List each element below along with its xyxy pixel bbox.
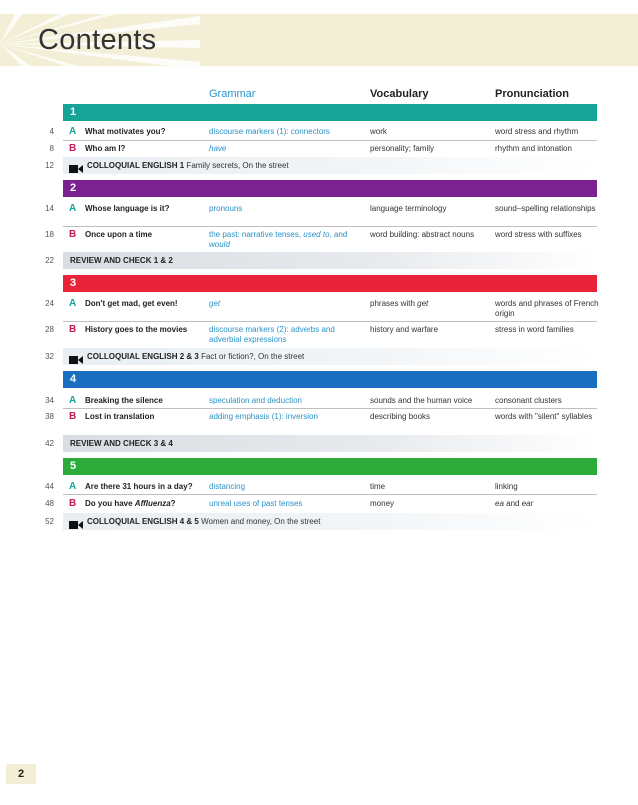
row-divider <box>63 321 597 322</box>
vocabulary-cell: work <box>370 127 387 136</box>
grammar-italic: get <box>209 299 221 308</box>
lesson-letter: B <box>69 411 77 422</box>
unit-5-bar <box>63 458 597 475</box>
pronunciation-cell: sound–spelling relationships <box>495 204 596 213</box>
grammar-italic: would <box>209 240 230 249</box>
special-label: REVIEW AND CHECK 3 & 4 <box>70 439 173 448</box>
grammar-italic: have <box>209 144 227 153</box>
unit-4-bar <box>63 371 597 388</box>
grammar-cell <box>209 299 359 309</box>
lesson-title: Lost in translation <box>85 412 155 421</box>
grammar-cell: unreal uses of past tenses <box>209 499 303 508</box>
row-divider <box>63 226 597 227</box>
row-divider <box>63 408 597 409</box>
special-label: COLLOQUIAL ENGLISH 2 & 3 <box>87 352 199 361</box>
row-divider <box>63 494 597 495</box>
footer-page-number: 2 <box>6 764 36 784</box>
grammar-cell <box>209 230 359 250</box>
pron-italic: ea <box>495 499 504 508</box>
unit-number: 4 <box>70 373 77 385</box>
colloquial-english-row-2-3[interactable] <box>63 348 597 365</box>
vocabulary-cell: time <box>370 482 386 491</box>
unit-2-bar <box>63 180 597 197</box>
vocabulary-cell: personality; family <box>370 144 435 153</box>
pronunciation-cell: words and phrases of French origin <box>495 299 599 318</box>
review-and-check-row-3-4[interactable] <box>63 435 597 452</box>
unit-number: 2 <box>70 182 77 194</box>
grammar-cell: discourse markers (1): connectors <box>209 127 330 136</box>
page-number: 18 <box>45 230 54 239</box>
vocabulary-cell: language terminology <box>370 204 447 213</box>
special-label: COLLOQUIAL ENGLISH 4 & 5 <box>87 517 199 526</box>
vocabulary-cell: describing books <box>370 412 431 421</box>
column-header-grammar: Grammar <box>209 88 256 100</box>
pronunciation-cell: word stress with suffixes <box>495 230 582 239</box>
grammar-cell: discourse markers (2): adverbs and adverbial expressions <box>209 325 335 344</box>
lesson-letter: A <box>69 126 77 137</box>
title-text: ? <box>170 499 176 508</box>
unit-number: 1 <box>70 106 77 118</box>
lesson-title: Once upon a time <box>85 230 153 239</box>
lesson-letter: A <box>69 395 77 406</box>
lesson-title: What motivates you? <box>85 127 166 136</box>
vocabulary-cell: money <box>370 499 395 508</box>
pronunciation-cell <box>495 499 599 509</box>
lesson-letter: B <box>69 498 77 509</box>
unit-1-bar <box>63 104 597 121</box>
grammar-cell: distancing <box>209 482 246 491</box>
page-number: 24 <box>45 299 54 308</box>
special-text: Women and money, On the street <box>198 517 321 526</box>
pronunciation-cell: words with "silent" syllables <box>495 412 593 421</box>
video-camera-icon <box>69 162 83 179</box>
grammar-italic: used to, <box>303 230 332 239</box>
grammar-cell: adding emphasis (1): inversion <box>209 412 318 421</box>
pron-italic: ear <box>521 499 534 508</box>
title-text: Do you have <box>85 499 135 508</box>
page-number: 14 <box>45 204 54 213</box>
special-text: Fact or fiction?, On the street <box>198 352 305 361</box>
page-number: 44 <box>45 482 54 491</box>
lesson-letter: B <box>69 229 77 240</box>
page-number: 42 <box>45 439 54 448</box>
lesson-title: Breaking the silence <box>85 396 163 405</box>
pronunciation-cell: consonant clusters <box>495 396 562 405</box>
page-number: 28 <box>45 325 54 334</box>
lesson-title: Are there 31 hours in a day? <box>85 482 193 491</box>
page-title: Contents <box>38 24 157 56</box>
pronunciation-cell: rhythm and intonation <box>495 144 572 153</box>
page-number: 38 <box>45 412 54 421</box>
grammar-cell: pronouns <box>209 204 243 213</box>
pronunciation-cell: linking <box>495 482 518 491</box>
page-number: 48 <box>45 499 54 508</box>
vocabulary-cell: history and warfare <box>370 325 439 334</box>
column-header-vocabulary: Vocabulary <box>370 88 429 100</box>
vocabulary-cell: sounds and the human voice <box>370 396 473 405</box>
unit-3-bar <box>63 275 597 292</box>
grammar-text: the past: narrative tenses, <box>209 230 304 239</box>
colloquial-english-row-4-5[interactable] <box>63 513 597 530</box>
special-label: COLLOQUIAL ENGLISH 1 <box>87 161 185 170</box>
page-number: 32 <box>45 352 54 361</box>
special-label: REVIEW AND CHECK 1 & 2 <box>70 256 173 265</box>
lesson-letter: A <box>69 203 77 214</box>
lesson-title: Who am I? <box>85 144 126 153</box>
grammar-cell <box>209 144 359 154</box>
grammar-cell: speculation and deduction <box>209 396 302 405</box>
special-text: Family secrets, On the street <box>184 161 289 170</box>
page-number: 22 <box>45 256 54 265</box>
colloquial-english-row-1[interactable] <box>63 157 597 174</box>
lesson-letter: A <box>69 298 77 309</box>
page-number: 34 <box>45 396 54 405</box>
pron-text: and <box>503 499 522 508</box>
lesson-title: History goes to the movies <box>85 325 188 334</box>
lesson-title: Don't get mad, get even! <box>85 299 178 308</box>
vocabulary-cell: word building: abstract nouns <box>370 230 475 239</box>
unit-number: 5 <box>70 460 77 472</box>
page-number: 52 <box>45 517 54 526</box>
review-and-check-row-1-2[interactable] <box>63 252 597 269</box>
pronunciation-cell: stress in word families <box>495 325 574 334</box>
lesson-letter: B <box>69 143 77 154</box>
lesson-title <box>85 499 176 508</box>
vocabulary-cell <box>370 299 492 309</box>
video-camera-icon <box>69 353 83 370</box>
page-number: 12 <box>45 161 54 170</box>
lesson-letter: A <box>69 481 77 492</box>
grammar-text: and <box>331 230 348 239</box>
vocabulary-text: phrases with <box>370 299 418 308</box>
vocabulary-italic: get <box>417 299 429 308</box>
video-camera-icon <box>69 518 83 535</box>
page-number: 4 <box>49 127 54 136</box>
lesson-letter: B <box>69 324 77 335</box>
page-number: 8 <box>49 144 54 153</box>
row-divider <box>63 140 597 141</box>
lesson-title: Whose language is it? <box>85 204 170 213</box>
unit-number: 3 <box>70 277 77 289</box>
title-italic: Affluenza <box>134 499 171 508</box>
pronunciation-cell: word stress and rhythm <box>495 127 579 136</box>
column-header-pronunciation: Pronunciation <box>495 88 569 100</box>
